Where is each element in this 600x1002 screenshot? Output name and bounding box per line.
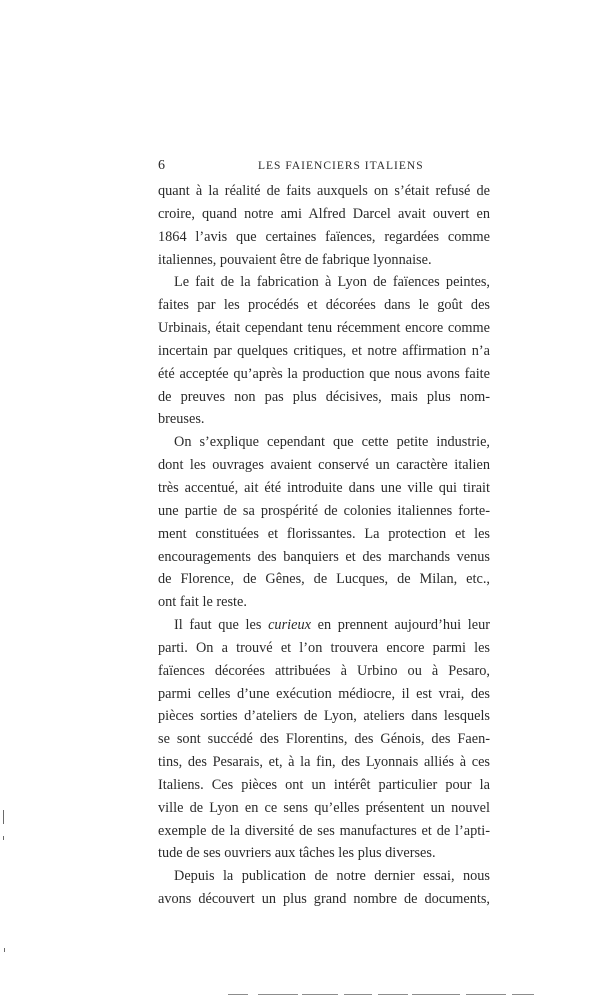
running-head	[158, 158, 490, 174]
text-line: une partie de sa prospérité de colonies italiennes forte-	[158, 502, 490, 519]
text-line: parti. On a trouvé et l’on trouvera encore parmi les	[158, 639, 490, 656]
text-line: très accentué, ait été introduite dans une ville qui tirait	[158, 479, 490, 496]
text-line: ont fait le reste.	[158, 594, 247, 611]
scan-bottom-line	[0, 994, 600, 997]
text-line: faïences décorées attribuées à Urbino ou à Pesaro,	[158, 662, 490, 679]
text-line: de preuves non pas plus décisives, mais plus nom-	[158, 388, 490, 405]
scan-edge-mark	[4, 948, 5, 952]
text-line: Urbinais, était cependant tenu récemment encore comme	[158, 320, 490, 337]
text-line	[158, 614, 490, 637]
text-line: faites par les procédés et décorées dans le goût des	[158, 297, 490, 314]
text-line: Depuis la publication de notre dernier essai, nous	[174, 868, 490, 885]
running-title: LES FAIENCIERS ITALIENS	[258, 160, 424, 172]
text-run: en prennent aujourd’hui leur	[310, 617, 490, 634]
text-line: de Florence, de Gênes, de Lucques, de Milan, etc.,	[158, 571, 490, 588]
text-line: ment constituées et florissantes. La protection et les	[158, 525, 490, 542]
text-line: Le fait de la fabrication à Lyon de faïences peintes,	[174, 274, 490, 291]
text-line: 1864 l’avis que certaines faïences, regardées comme	[158, 228, 490, 245]
text-run: Il faut que les	[174, 617, 269, 634]
text-line: croire, quand notre ami Alfred Darcel avait ouvert en	[158, 205, 490, 222]
text-line: exemple de la diversité de ses manufactures et de l’apti-	[158, 822, 490, 839]
italic-word: curieux	[268, 617, 311, 634]
text-line: se sont succédé des Florentins, des Génois, des Faen-	[158, 731, 490, 748]
text-line: ville de Lyon en ce sens qu’elles présentent un nouvel	[158, 799, 490, 816]
text-line: pièces sorties d’ateliers de Lyon, ateliers dans lesquels	[158, 708, 490, 725]
body-text	[158, 180, 490, 911]
text-line: Italiens. Ces pièces ont un intérêt particulier pour la	[158, 776, 490, 793]
page-number: 6	[158, 158, 165, 173]
text-line: dont les ouvrages avaient conservé un caractère italien	[158, 457, 490, 474]
text-line: On s’explique cependant que cette petite industrie,	[174, 434, 490, 451]
text-line: quant à la réalité de faits auxquels on s’était refusé de	[158, 183, 490, 199]
text-line: encouragements des banquiers et des marchands venus	[158, 548, 490, 565]
text-line: avons découvert un plus grand nombre de documents,	[158, 891, 490, 908]
scan-edge-mark	[3, 836, 4, 840]
text-line: parmi celles d’une exécution médiocre, il est vrai, des	[158, 685, 490, 702]
text-line: italiennes, pouvaient être de fabrique lyonnaise.	[158, 251, 432, 268]
text-line: tins, des Pesarais, et, à la fin, des Lyonnais alliés à ces	[158, 754, 490, 771]
text-line: tude de ses ouvriers aux tâches les plus diverses.	[158, 845, 436, 862]
text-line: été acceptée qu’après la production que nous avons faite	[158, 365, 490, 382]
text-line: breuses.	[158, 411, 205, 428]
text-line: incertain par quelques critiques, et notre affirmation n’a	[158, 342, 490, 359]
scan-edge-mark	[3, 810, 4, 824]
